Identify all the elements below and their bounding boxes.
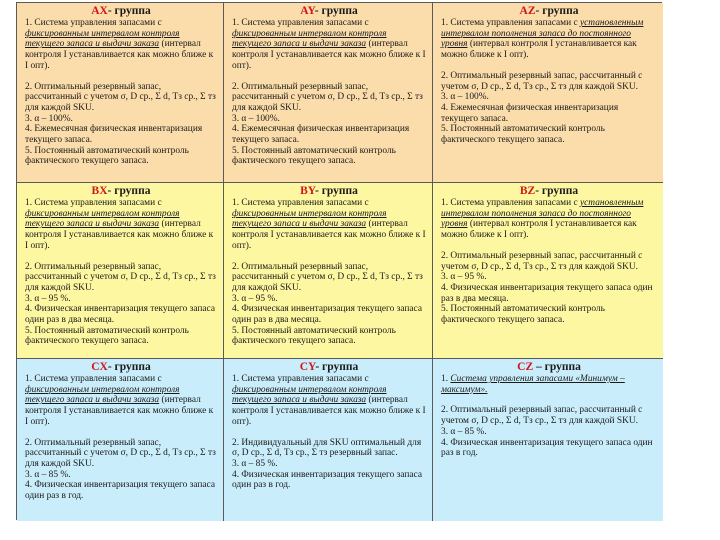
system-text	[441, 198, 657, 241]
system-lead: 1. Система управления запасами с	[441, 18, 580, 28]
system-text	[232, 374, 426, 428]
inventory-text: 4. Физическая инвентаризация текущего запаса один раз в два месяца.	[232, 304, 422, 326]
group-code: AZ	[519, 5, 536, 17]
control-text: 5. Постоянный автоматический контроль фактического текущего запаса.	[232, 145, 396, 167]
group-header	[232, 362, 426, 373]
group-header	[25, 186, 217, 197]
cell-bx	[17, 183, 224, 359]
reserve-text: 2. Оптимальный резервный запас, рассчитанный с учетом σ, D ср., Σ d, Тз ср., Σ тз для каждой SKU.	[232, 261, 423, 293]
control-text: 5. Постоянный автоматический контроль фактического текущего запаса.	[25, 145, 189, 167]
group-header	[25, 6, 217, 17]
alpha-text: 3. α – 100%.	[441, 92, 489, 103]
cell-cz	[433, 359, 663, 521]
system-text	[25, 198, 217, 252]
control-text: 5. Постоянный автоматический контроль фактического текущего запаса.	[441, 124, 605, 146]
system-text	[25, 18, 217, 72]
system-lead: 1. Система управления запасами с	[25, 198, 162, 208]
system-tail: (интервал контроля I устанавливается как можно ближе к I опт).	[441, 219, 637, 241]
alpha-text: 3. α – 100%.	[232, 113, 280, 124]
alpha-text: 3. α – 95 %.	[232, 293, 278, 304]
system-tail: (интервал контроля I устанавливается как можно ближе к I опт).	[25, 395, 214, 427]
reserve-text: 2. Оптимальный резервный запас, рассчитанный с учетом σ, D ср., Σ d, Тз ср., Σ тз для каждой SKU.	[25, 81, 216, 113]
group-code: CZ	[517, 361, 534, 373]
system-type: фиксированным интервалом контроля текущего запаса и выдачи заказа	[232, 28, 387, 50]
system-lead: 1.	[441, 374, 451, 384]
group-suffix: - группа	[535, 185, 579, 197]
alpha-text: 3. α – 95 %.	[441, 272, 487, 283]
group-header	[25, 362, 217, 373]
system-text	[232, 198, 426, 252]
reserve-text: 2. Оптимальный резервный запас, рассчитанный с учетом σ, D ср., Σ d, Тз ср., Σ тз для каждой SKU.	[25, 261, 216, 293]
group-code: CY	[299, 361, 316, 373]
reserve-text: 2. Индивидуальный для SKU оптимальный для σ, D ср., Σ d, Тз ср., Σ тз резервный запас.	[232, 437, 422, 459]
system-type: фиксированным интервалом контроля текущего запаса и выдачи заказа	[25, 384, 180, 406]
group-suffix: - группа	[535, 5, 579, 17]
system-lead: 1. Система управления запасами с	[441, 198, 580, 208]
control-text: 5. Постоянный автоматический контроль фактического текущего запаса.	[25, 325, 189, 347]
system-lead: 1. Система управления запасами с	[232, 198, 369, 208]
group-code: BY	[300, 185, 315, 197]
group-header	[441, 362, 657, 373]
alpha-text: 3. α – 100%.	[25, 113, 73, 124]
system-text	[441, 374, 657, 395]
group-suffix: - группа	[314, 185, 358, 197]
inventory-text: 4. Физическая инвентаризация текущего запаса один раз в год.	[25, 480, 215, 502]
reserve-text: 2. Оптимальный резервный запас, рассчитанный с учетом σ, D ср., Σ d, Тз ср., Σ тз для каждой SKU.	[25, 437, 216, 469]
group-suffix: - группа	[314, 5, 358, 17]
system-tail: (интервал контроля I устанавливается как можно ближе к I опт).	[25, 219, 214, 251]
system-lead: 1. Система управления запасами с	[232, 18, 369, 28]
system-type: установленным интервалом пополнения запаса до постоянного уровня	[441, 18, 644, 50]
group-code: BX	[91, 185, 108, 197]
group-code: BZ	[519, 185, 536, 197]
reserve-text: 2. Оптимальный резервный запас, рассчитанный с учетом σ, D ср., Σ d, Тз ср., Σ тз для каждой SKU.	[441, 250, 643, 272]
system-type: установленным интервалом пополнения запаса до постоянного уровня	[441, 198, 644, 230]
control-text: 5. Постоянный автоматический контроль фактического текущего запаса.	[232, 325, 396, 347]
strategy-matrix	[16, 2, 662, 520]
group-suffix: - группа	[107, 185, 151, 197]
group-suffix: - группа	[107, 361, 151, 373]
inventory-text: 4. Ежемесячная физическая инвентаризация текущего запаса.	[25, 124, 203, 146]
system-type: Система управления запасами «Минимум – максимум».	[441, 374, 625, 395]
group-suffix: – группа	[533, 361, 581, 373]
group-suffix: - группа	[107, 5, 151, 17]
alpha-text: 3. α – 85 %.	[25, 469, 71, 480]
system-lead: 1. Система управления запасами с	[232, 374, 369, 384]
inventory-text: 4. Физическая инвентаризация текущего запаса один раз в два месяца.	[441, 282, 653, 304]
system-lead: 1. Система управления запасами с	[25, 18, 162, 28]
reserve-text: 2. Оптимальный резервный запас, рассчитанный с учетом σ, D ср., Σ d, Тз ср., Σ тз для каждой SKU.	[441, 70, 643, 92]
group-header	[232, 186, 426, 197]
system-tail: (интервал контроля I устанавливается как можно ближе к I опт).	[441, 39, 637, 61]
control-text: 5. Постоянный автоматический контроль фактического текущего запаса.	[441, 304, 605, 326]
inventory-text: 4. Ежемесячная физическая инвентаризация текущего запаса.	[232, 124, 410, 146]
system-lead: 1. Система управления запасами с	[25, 374, 162, 384]
alpha-text: 3. α – 85 %.	[441, 426, 487, 437]
system-text	[232, 18, 426, 72]
system-tail: (интервал контроля I устанавливается как можно ближе к I опт).	[232, 219, 426, 251]
alpha-text: 3. α – 95 %.	[25, 293, 71, 304]
cell-ay	[224, 3, 433, 183]
system-type: фиксированным интервалом контроля текущего запаса и выдачи заказа	[232, 384, 387, 406]
cell-az	[433, 3, 663, 183]
system-type: фиксированным интервалом контроля текущего запаса и выдачи заказа	[25, 28, 180, 50]
system-tail: (интервал контроля I устанавливается как можно ближе к I опт).	[25, 39, 214, 71]
cell-cy	[224, 359, 433, 521]
group-code: CX	[91, 361, 108, 373]
reserve-text: 2. Оптимальный резервный запас, рассчитанный с учетом σ, D ср., Σ d, Тз ср., Σ тз для каждой SKU.	[232, 81, 423, 113]
group-header	[232, 6, 426, 17]
inventory-text: 4. Физическая инвентаризация текущего запаса один раз в два месяца.	[25, 304, 215, 326]
group-header	[441, 6, 657, 17]
inventory-text: 4. Физическая инвентаризация текущего запаса один раз в год.	[441, 437, 653, 459]
system-tail: (интервал контроля I устанавливается как можно ближе к I опт).	[232, 395, 426, 427]
system-tail: (интервал контроля I устанавливается как можно ближе к I опт).	[232, 39, 426, 71]
group-code: AY	[300, 5, 315, 17]
inventory-text: 4. Ежемесячная физическая инвентаризация текущего запаса.	[441, 102, 619, 124]
cell-ax	[17, 3, 224, 183]
cell-bz	[433, 183, 663, 359]
system-type: фиксированным интервалом контроля текущего запаса и выдачи заказа	[232, 208, 387, 230]
reserve-text: 2. Оптимальный резервный запас, рассчитанный с учетом σ, D ср., Σ d, Тз ср., Σ тз для каждой SKU.	[441, 405, 643, 427]
cell-by	[224, 183, 433, 359]
system-text	[25, 374, 217, 428]
inventory-text: 4. Физическая инвентаризация текущего запаса один раз в год.	[232, 469, 422, 491]
alpha-text: 3. α – 85 %.	[232, 458, 278, 469]
system-type: фиксированным интервалом контроля текущего запаса и выдачи заказа	[25, 208, 180, 230]
system-text	[441, 18, 657, 61]
group-code: AX	[91, 5, 108, 17]
group-suffix: - группа	[315, 361, 359, 373]
cell-cx	[17, 359, 224, 521]
group-header	[441, 186, 657, 197]
